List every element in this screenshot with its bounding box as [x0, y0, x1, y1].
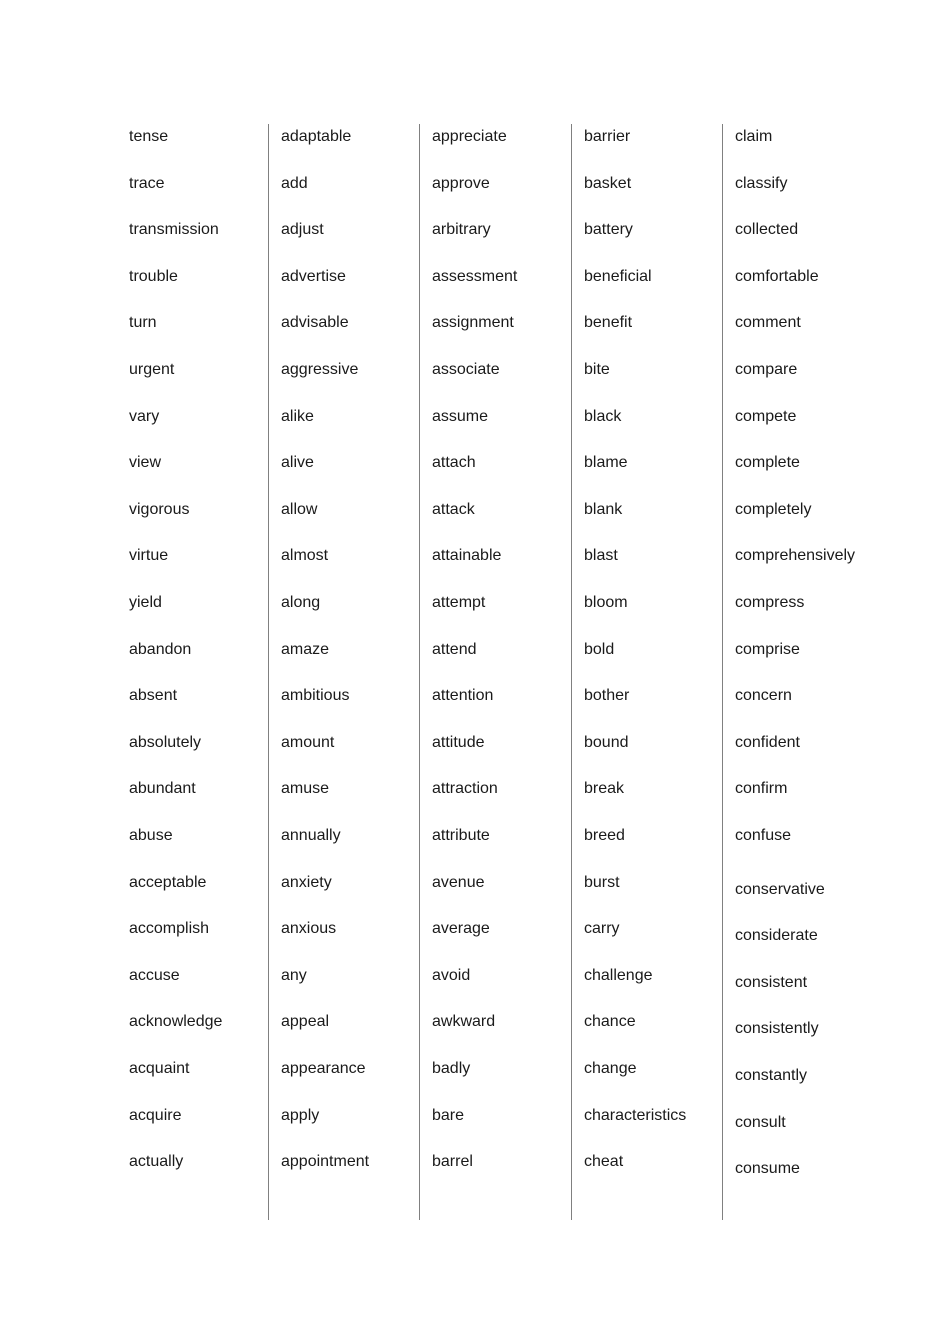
word-item: benefit [584, 314, 633, 332]
word-item: consume [735, 1160, 800, 1178]
word-item: associate [432, 361, 500, 378]
word-item: attitude [432, 733, 485, 751]
word-item: collected [735, 221, 799, 239]
word-column-4 [571, 124, 687, 1220]
word-item: accuse [129, 966, 180, 984]
word-item: transmission [129, 221, 219, 239]
word-item: avenue [432, 873, 485, 891]
word-item: completely [735, 500, 812, 518]
word-item: bare [432, 1106, 465, 1124]
word-item: attempt [432, 594, 486, 611]
word-item: carry [584, 920, 620, 938]
word-item: absent [129, 687, 178, 705]
word-item: complete [735, 454, 800, 472]
word-item: attend [432, 640, 477, 658]
word-item: breed [584, 827, 625, 844]
word-item: anxious [281, 920, 337, 938]
word-item: badly [432, 1060, 471, 1077]
word-item: virtue [129, 547, 169, 565]
word-item: break [584, 780, 625, 798]
word-item: anxiety [281, 873, 332, 891]
word-item: bloom [584, 594, 628, 611]
word-item: characteristics [584, 1106, 687, 1124]
word-item: average [432, 920, 490, 938]
word-item: amaze [281, 640, 330, 658]
word-item: classify [735, 174, 788, 192]
word-item: attraction [432, 780, 498, 798]
word-item: allow [281, 500, 318, 518]
word-item: comfortable [735, 267, 819, 285]
word-item: consult [735, 1113, 786, 1131]
word-item: urgent [129, 361, 175, 378]
word-item: confuse [735, 827, 792, 844]
word-item: attribute [432, 827, 490, 844]
word-item: alive [281, 454, 314, 472]
word-item: trouble [129, 267, 178, 285]
word-item: appearance [281, 1060, 366, 1077]
word-column-2 [268, 124, 370, 1220]
word-item: avoid [432, 966, 471, 984]
word-item: trace [129, 174, 165, 192]
word-item: battery [584, 221, 633, 239]
word-item: compare [735, 361, 798, 378]
word-item: black [584, 407, 622, 425]
word-item: alike [281, 407, 314, 425]
word-item: assessment [432, 267, 518, 285]
word-item: cheat [584, 1153, 624, 1171]
word-item: bother [584, 687, 630, 705]
word-item: amuse [281, 780, 330, 798]
word-item: consistently [735, 1020, 819, 1038]
word-item: add [281, 174, 308, 192]
word-item: accomplish [129, 920, 210, 938]
word-item: confident [735, 733, 800, 751]
word-item: compete [735, 407, 797, 425]
word-item: blank [584, 500, 623, 518]
word-item: tense [129, 128, 169, 145]
word-item: approve [432, 174, 490, 192]
word-item: assignment [432, 314, 514, 332]
word-item: blast [584, 547, 618, 565]
word-column-3 [419, 124, 518, 1220]
word-item: attack [432, 500, 475, 518]
word-item: view [129, 454, 162, 472]
word-item: abundant [129, 780, 196, 798]
word-item: awkward [432, 1013, 496, 1031]
word-item: basket [584, 174, 632, 192]
word-item: arbitrary [432, 221, 491, 239]
word-item: amount [281, 733, 335, 751]
word-item: vigorous [129, 500, 190, 518]
word-item: advertise [281, 267, 346, 285]
word-item: comprehensively [735, 547, 856, 565]
word-item: barrel [432, 1153, 473, 1171]
word-item: abuse [129, 827, 173, 844]
word-item: adjust [281, 221, 324, 239]
word-item: blame [584, 454, 628, 472]
word-item: almost [281, 547, 329, 565]
word-item: any [281, 966, 307, 984]
word-item: abandon [129, 640, 192, 658]
word-item: vary [129, 407, 160, 425]
word-item: aggressive [281, 361, 359, 378]
word-item: attach [432, 454, 476, 472]
word-item: consistent [735, 973, 808, 991]
word-item: bite [584, 361, 610, 378]
word-item: bound [584, 733, 629, 751]
word-item: ambitious [281, 687, 350, 705]
word-item: compress [735, 594, 805, 611]
word-item: change [584, 1060, 637, 1077]
word-item: conservative [735, 880, 825, 898]
word-item: beneficial [584, 267, 652, 285]
word-item: attention [432, 687, 494, 705]
word-item: bold [584, 640, 615, 658]
word-item: burst [584, 873, 620, 891]
word-item: appeal [281, 1013, 330, 1031]
word-item: confirm [735, 780, 788, 798]
word-item: acceptable [129, 873, 207, 891]
word-item: constantly [735, 1067, 808, 1084]
word-item: acquire [129, 1106, 182, 1124]
word-item: assume [432, 407, 489, 425]
word-item: along [281, 594, 321, 611]
word-item: appointment [281, 1153, 370, 1171]
word-item: adaptable [281, 128, 352, 145]
word-item: claim [735, 128, 773, 145]
word-item: challenge [584, 966, 653, 984]
word-item: absolutely [129, 733, 202, 751]
word-item: apply [281, 1106, 320, 1124]
word-item: advisable [281, 314, 349, 332]
word-item: annually [281, 827, 341, 844]
word-item: comprise [735, 640, 800, 658]
word-item: comment [735, 314, 801, 332]
word-item: yield [129, 594, 162, 611]
word-item: attainable [432, 547, 502, 565]
word-item: actually [129, 1153, 184, 1171]
word-item: acquaint [129, 1060, 190, 1077]
word-item: appreciate [432, 128, 507, 145]
word-item: barrier [584, 128, 631, 145]
word-item: chance [584, 1013, 636, 1031]
word-item: considerate [735, 927, 818, 945]
word-column-5 [722, 124, 856, 1220]
word-item: concern [735, 687, 792, 705]
word-item: acknowledge [129, 1013, 223, 1031]
word-item: turn [129, 314, 157, 332]
